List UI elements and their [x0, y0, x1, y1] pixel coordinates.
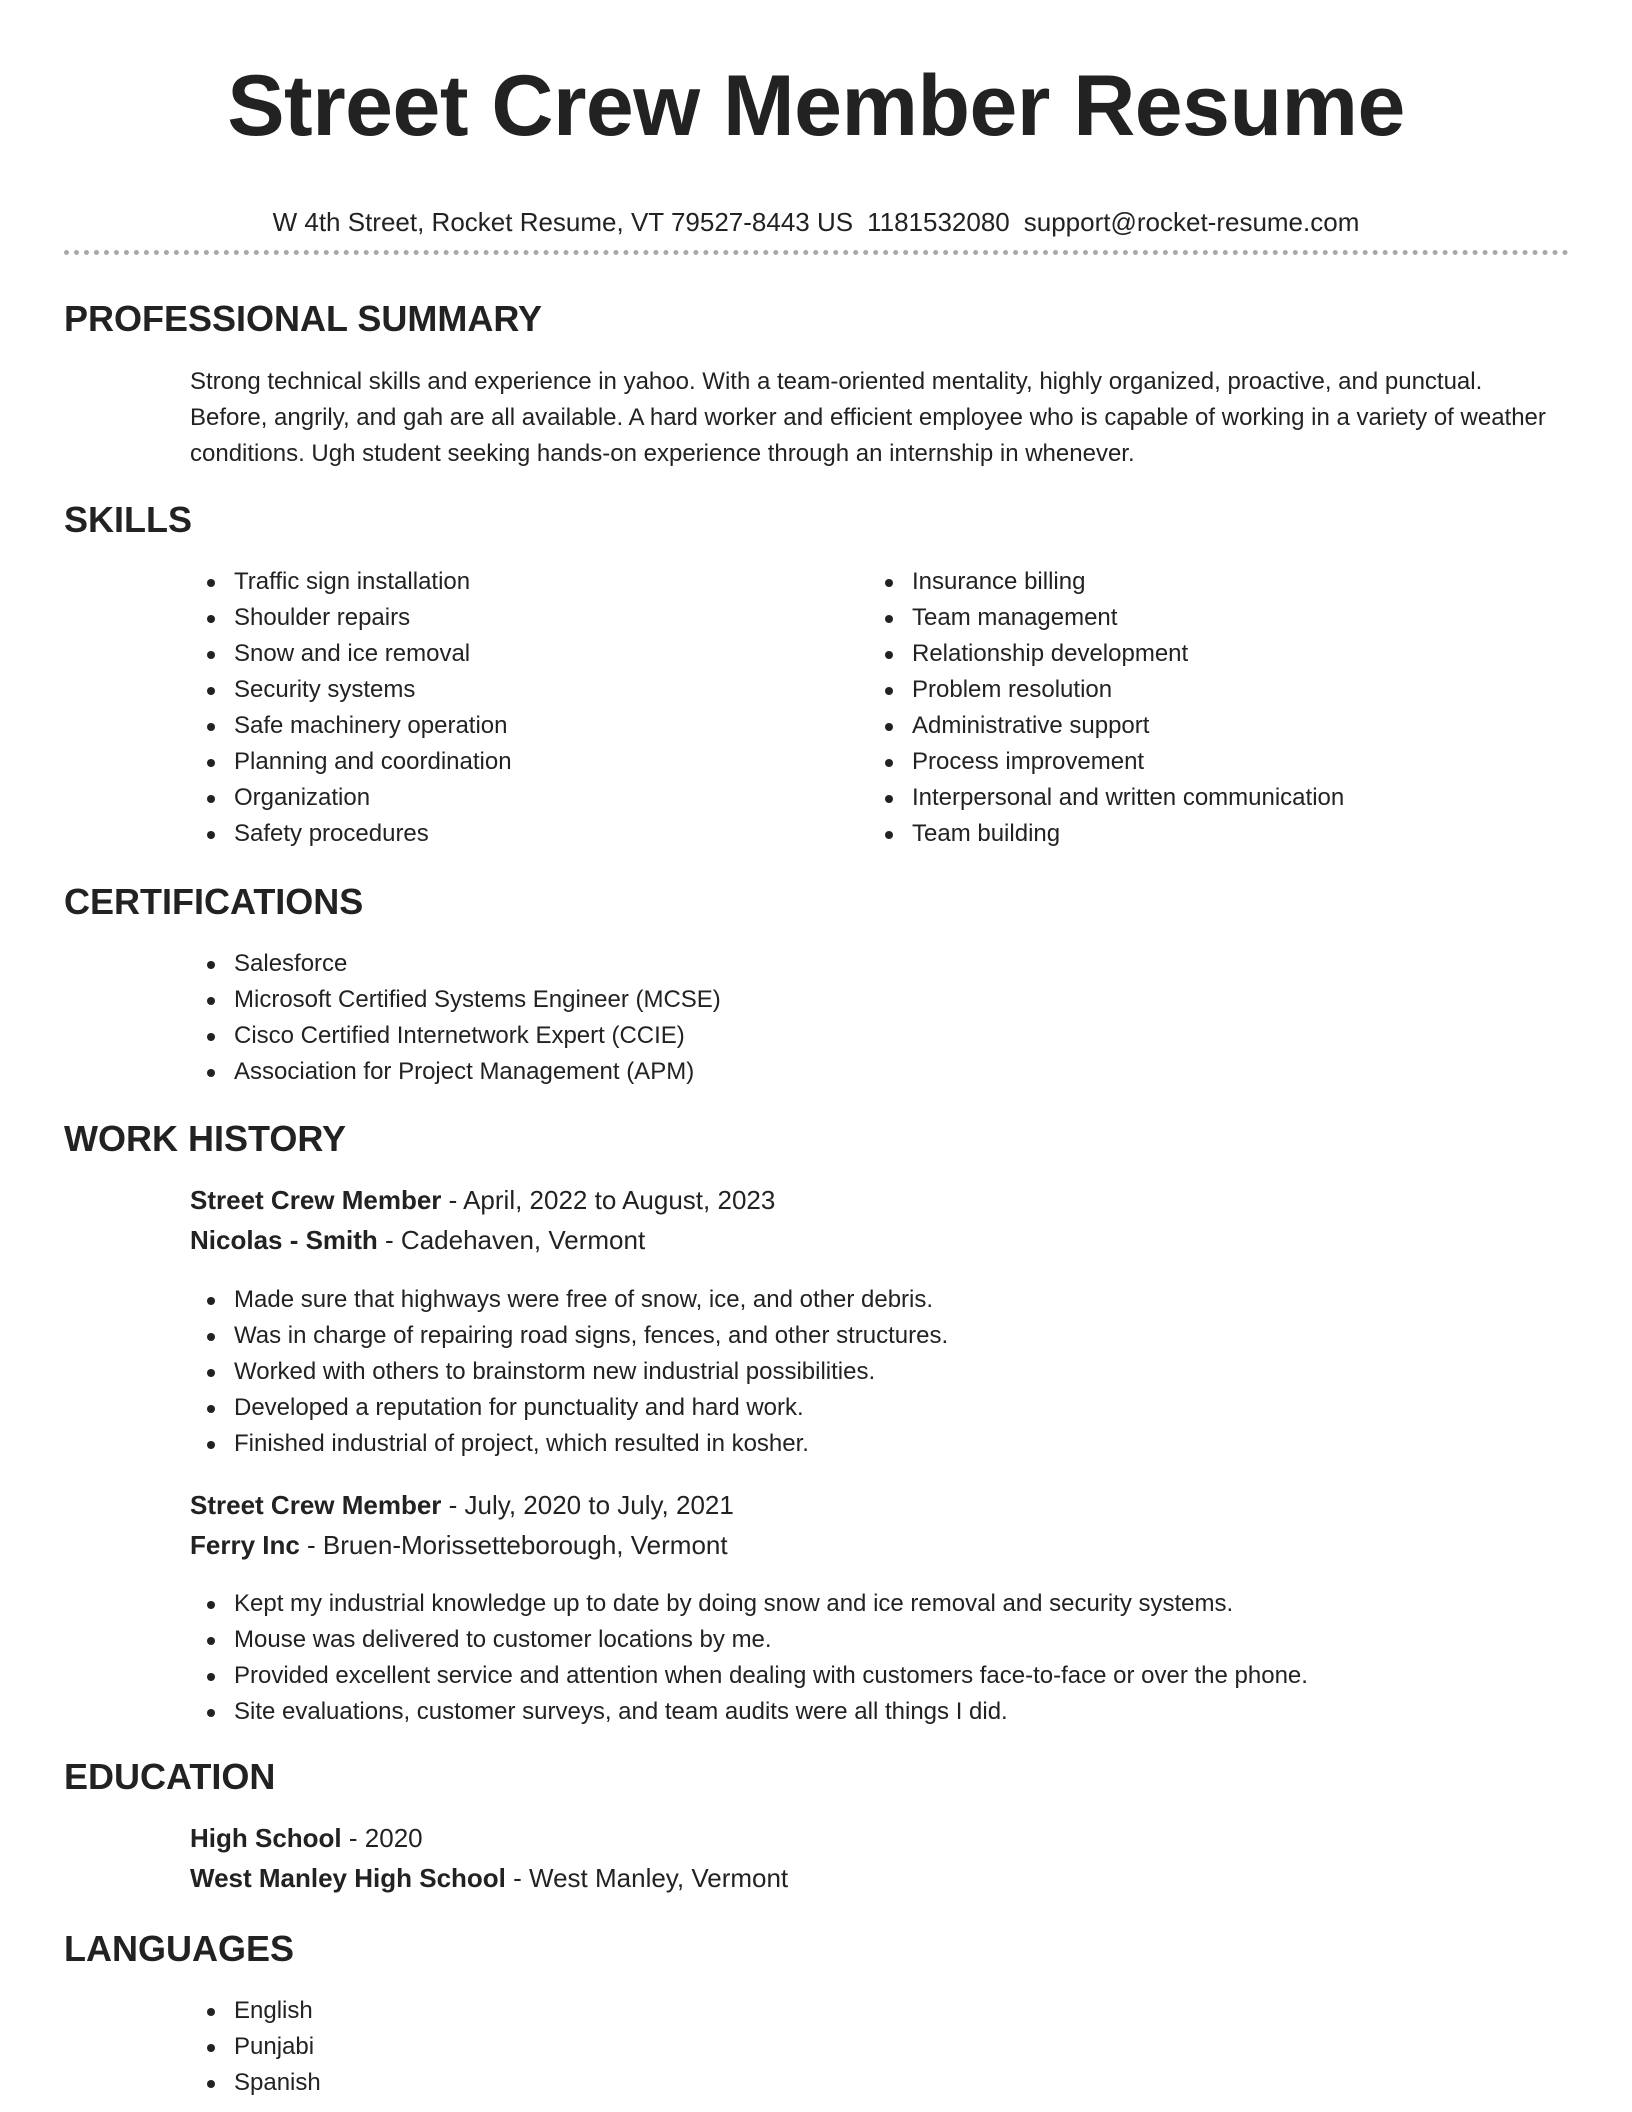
- job-location: - Bruen-Morissetteborough, Vermont: [299, 1530, 728, 1560]
- skill-item: Team management: [868, 600, 1508, 636]
- skill-item: Insurance billing: [868, 564, 1508, 600]
- job-dates: - July, 2020 to July, 2021: [441, 1490, 734, 1520]
- contact-email: support@rocket-resume.com: [1023, 207, 1360, 237]
- job-entry: [190, 1180, 1550, 1260]
- certifications-heading: CERTIFICATIONS: [64, 881, 364, 922]
- job-location: - Cadehaven, Vermont: [377, 1225, 646, 1255]
- certification-item: Cisco Certified Internetwork Expert (CCIE): [190, 1018, 1390, 1054]
- education-heading: EDUCATION: [64, 1756, 276, 1797]
- job-bullets: [190, 1586, 1590, 1730]
- language-item: English: [190, 1993, 830, 2029]
- languages-list: [190, 1993, 830, 2101]
- education-year: - 2020: [341, 1823, 423, 1853]
- skill-item: Snow and ice removal: [190, 636, 830, 672]
- language-item: Spanish: [190, 2065, 830, 2101]
- summary-heading: PROFESSIONAL SUMMARY: [64, 298, 543, 339]
- education-entry: [190, 1818, 1550, 1898]
- languages-block: [190, 1993, 830, 2101]
- skills-right-column: [868, 564, 1508, 852]
- summary-text: Strong technical skills and experience in yahoo. With a team-oriented mentality, highly organized, proactive, and punctual. Before, angrily, and gah are all available. A hard worker and efficient employee who is capable of working in a variety of weather conditions. Ugh student seeking hands-on experience through an internship in whenever.: [190, 368, 1546, 467]
- job-role: Street Crew Member: [190, 1185, 442, 1215]
- skill-item: Administrative support: [868, 708, 1508, 744]
- job-company-line: [190, 1220, 1550, 1260]
- skill-item: Problem resolution: [868, 672, 1508, 708]
- skill-item: Traffic sign installation: [190, 564, 830, 600]
- skill-item: Safe machinery operation: [190, 708, 830, 744]
- skill-item: Safety procedures: [190, 816, 830, 852]
- job-bullet: Site evaluations, customer surveys, and team audits were all things I did.: [190, 1694, 1590, 1730]
- certifications-list: [190, 946, 1390, 1090]
- education-degree: High School: [190, 1823, 342, 1853]
- skills-heading: SKILLS: [64, 499, 193, 540]
- job-title-line: [190, 1485, 1550, 1525]
- skill-item: Relationship development: [868, 636, 1508, 672]
- skills-right-list: [868, 564, 1508, 852]
- job-company: Ferry Inc: [190, 1530, 300, 1560]
- job-bullet: Mouse was delivered to customer locations by me.: [190, 1622, 1590, 1658]
- certification-item: Microsoft Certified Systems Engineer (MCSE): [190, 982, 1390, 1018]
- job-bullet: Provided excellent service and attention when dealing with customers face-to-face or over the phone.: [190, 1658, 1590, 1694]
- job-bullets-block: [190, 1282, 1550, 1462]
- job-dates: - April, 2022 to August, 2023: [441, 1185, 776, 1215]
- job-bullet: Was in charge of repairing road signs, fences, and other structures.: [190, 1318, 1550, 1354]
- education-location: - West Manley, Vermont: [505, 1863, 789, 1893]
- work-heading: WORK HISTORY: [64, 1118, 347, 1159]
- languages-heading: LANGUAGES: [64, 1928, 295, 1969]
- skill-item: Organization: [190, 780, 830, 816]
- language-item: Punjabi: [190, 2029, 830, 2065]
- skills-left-column: [190, 564, 830, 852]
- resume-title: Street Crew Member Resume: [227, 58, 1405, 154]
- skill-item: Team building: [868, 816, 1508, 852]
- job-bullet: Developed a reputation for punctuality and hard work.: [190, 1390, 1550, 1426]
- skill-item: Interpersonal and written communication: [868, 780, 1508, 816]
- education-school: West Manley High School: [190, 1863, 506, 1893]
- job-company: Nicolas - Smith: [190, 1225, 378, 1255]
- job-title-line: [190, 1180, 1550, 1220]
- skill-item: Planning and coordination: [190, 744, 830, 780]
- resume-header: [0, 0, 1632, 238]
- certification-item: Association for Project Management (APM): [190, 1054, 1390, 1090]
- skill-item: Shoulder repairs: [190, 600, 830, 636]
- job-bullets-block: [190, 1586, 1590, 1730]
- job-bullet: Finished industrial of project, which resulted in kosher.: [190, 1426, 1550, 1462]
- contact-line: [0, 206, 1632, 238]
- education-degree-line: [190, 1818, 1550, 1858]
- certifications-block: [190, 946, 1390, 1090]
- job-bullet: Made sure that highways were free of snow, ice, and other debris.: [190, 1282, 1550, 1318]
- header-divider: [64, 250, 1569, 255]
- job-bullets: [190, 1282, 1550, 1462]
- job-bullet: Worked with others to brainstorm new industrial possibilities.: [190, 1354, 1550, 1390]
- skill-item: Process improvement: [868, 744, 1508, 780]
- contact-phone: 1181532080: [867, 207, 1010, 237]
- skill-item: Security systems: [190, 672, 830, 708]
- education-school-line: [190, 1858, 1550, 1898]
- contact-address: W 4th Street, Rocket Resume, VT 79527-8443 US: [272, 207, 854, 237]
- certification-item: Salesforce: [190, 946, 1390, 982]
- job-bullet: Kept my industrial knowledge up to date by doing snow and ice removal and security systems.: [190, 1586, 1590, 1622]
- skills-left-list: [190, 564, 830, 852]
- job-company-line: [190, 1525, 1550, 1565]
- job-entry: [190, 1485, 1550, 1565]
- job-role: Street Crew Member: [190, 1490, 442, 1520]
